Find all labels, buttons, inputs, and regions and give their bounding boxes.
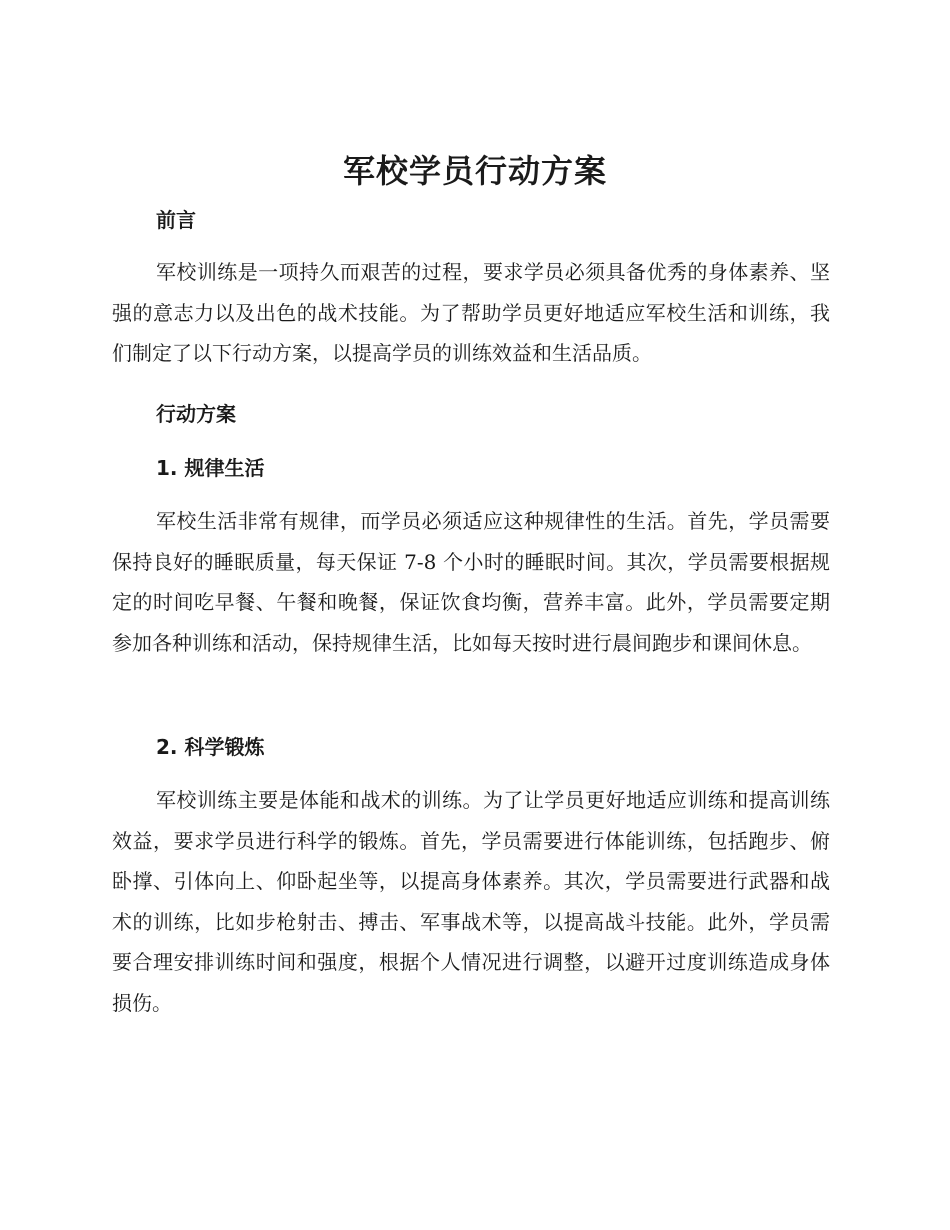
section1-heading: 1. 规律生活	[156, 456, 265, 480]
section1-paragraph: 军校生活非常有规律，而学员必须适应这种规律性的生活。首先，学员需要保持良好的睡眠质量，每天保证 7-8 个小时的睡眠时间。其次，学员需要根据规定的时间吃早餐、午餐和晚餐，保证饮食均衡，营养丰富。此外，学员需要定期参加各种训练和活动，保持规律生活，比如每天按时进行晨间跑步和课间休息。	[112, 509, 830, 655]
preface-heading: 前言	[156, 208, 196, 232]
section2-paragraph: 军校训练主要是体能和战术的训练。为了让学员更好地适应训练和提高训练效益，要求学员进行科学的锻炼。首先，学员需要进行体能训练，包括跑步、俯卧撑、引体向上、仰卧起坐等，以提高身体素养。其次，学员需要进行武器和战术的训练，比如步枪射击、搏击、军事战术等，以提高战斗技能。此外，学员需要合理安排训练时间和强度，根据个人情况进行调整，以避开过度训练造成身体损伤。	[112, 788, 830, 1015]
plan-heading: 行动方案	[156, 402, 236, 426]
section2-heading: 2. 科学锻炼	[156, 735, 265, 759]
document-title: 军校学员行动方案	[342, 152, 607, 190]
preface-paragraph: 军校训练是一项持久而艰苦的过程，要求学员必须具备优秀的身体素养、坚强的意志力以及出色的战术技能。为了帮助学员更好地适应军校生活和训练，我们制定了以下行动方案，以提高学员的训练效益和生活品质。	[112, 260, 830, 366]
